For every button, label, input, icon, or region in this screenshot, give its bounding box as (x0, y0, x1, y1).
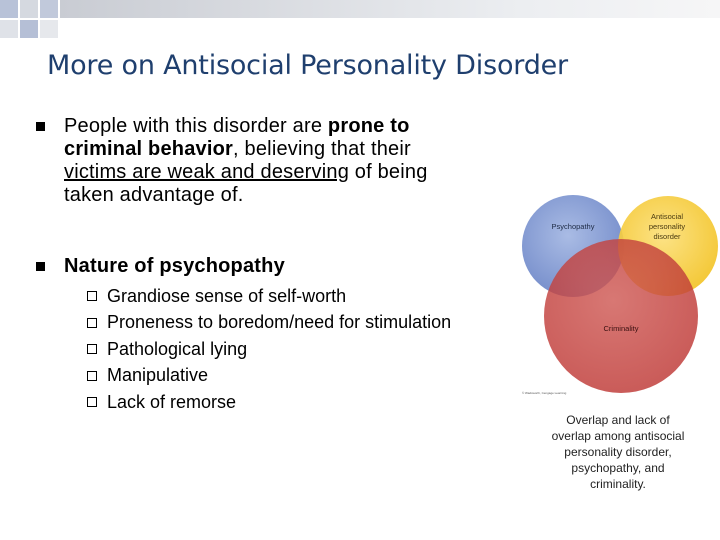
deco-square (0, 20, 18, 38)
deco-square (20, 20, 38, 38)
deco-square (40, 0, 58, 18)
checkbox-bullet-icon (87, 344, 97, 354)
checkbox-bullet-icon (87, 397, 97, 407)
antisocial-label-line1: Antisocial (650, 212, 684, 221)
text-span: People with this disorder are (64, 115, 328, 137)
list-item (87, 283, 451, 310)
figure-caption: Overlap and lack of overlap among antisocial personality disorder, psychopathy, and criminality. (551, 413, 685, 491)
antisocial-label-line2: personality (648, 222, 686, 231)
bold-text: criminal behavior (64, 138, 234, 160)
paragraph-line (64, 138, 428, 161)
antisocial-label-line3: disorder (653, 232, 681, 241)
venn-diagram (518, 190, 720, 395)
psychopathy-traits-list (87, 283, 451, 416)
list-item (87, 310, 451, 337)
list-item (87, 389, 451, 416)
checkbox-bullet-icon (87, 291, 97, 301)
list-item-text: Proneness to boredom/need for stimulation (107, 312, 452, 333)
bullet-marker (36, 262, 45, 271)
paragraph-line (64, 115, 428, 138)
image-credit: © Wadsworth, Cengage Learning (522, 391, 567, 395)
text-span: of being (349, 161, 428, 183)
slide-title: More on Antisocial Personality Disorder (47, 50, 568, 81)
bullet-paragraph (64, 115, 428, 207)
list-item-text: Pathological lying (107, 338, 248, 359)
paragraph-line (64, 161, 428, 184)
deco-square (20, 0, 38, 18)
psychopathy-label: Psychopathy (551, 222, 595, 231)
paragraph-line: taken advantage of. (64, 184, 244, 206)
bullet-marker (36, 122, 45, 131)
bullet-heading: Nature of psychopathy (64, 255, 285, 277)
underlined-text: victims are weak and deserving (64, 161, 350, 183)
deco-square (60, 0, 720, 18)
header-decoration (0, 0, 720, 48)
list-item (87, 363, 451, 390)
list-item-text: Lack of remorse (107, 391, 237, 412)
criminality-label: Criminality (603, 324, 639, 333)
checkbox-bullet-icon (87, 371, 97, 381)
deco-square (0, 0, 18, 18)
list-item-text: Manipulative (107, 365, 209, 386)
deco-square (40, 20, 58, 38)
list-item-text: Grandiose sense of self-worth (107, 285, 347, 306)
list-item (87, 336, 451, 363)
bold-text: prone to (327, 115, 410, 137)
checkbox-bullet-icon (87, 318, 97, 328)
criminality-circle (544, 239, 698, 393)
text-span: , believing that their (233, 138, 411, 160)
